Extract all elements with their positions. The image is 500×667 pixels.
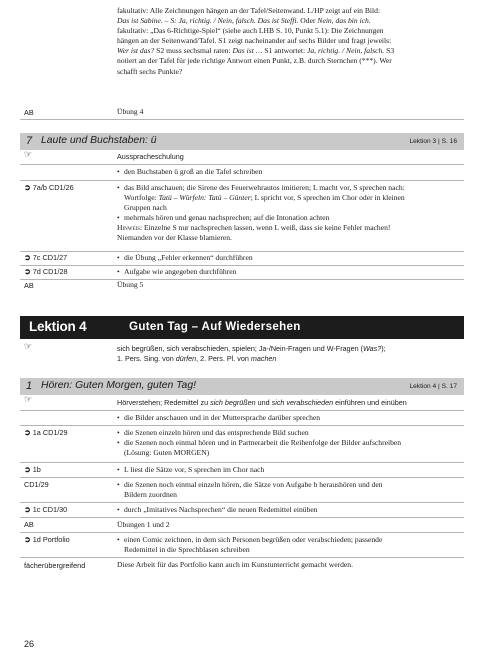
bullet-item: • die Szenen noch einmal hören und in Partnerarbeit die Reihenfolge der Bilder aufschreiben <box>117 438 461 448</box>
arrow-icon: ➲ <box>24 428 31 437</box>
objective-row <box>20 395 464 411</box>
objective-text: Hörverstehen; Redemittel zu sich begrüßen und sich verabschieden einführen und einüben <box>117 398 407 407</box>
row-label: ➲ 1b <box>24 465 41 474</box>
objective-row <box>20 150 464 165</box>
row-label: ➲ 7a/b CD1/26 <box>24 183 74 192</box>
row-label: ➲ 1d Portfolio <box>24 535 70 544</box>
row-label: CD1/29 <box>24 480 49 489</box>
instruction-content <box>117 413 461 423</box>
instruction-content <box>117 505 461 515</box>
bullet-continuation: Bildern zuordnen <box>124 490 177 499</box>
instruction-row <box>20 251 464 266</box>
bullet-item: • mehrmals hören und genau nachsprechen; auf die Intonation achten <box>117 213 461 223</box>
instruction-content <box>117 253 461 263</box>
bullet-item: • L liest die Sätze vor, S sprechen im Chor nach <box>117 465 461 475</box>
workbook-row <box>20 106 464 120</box>
arrow-icon: ➲ <box>24 505 31 514</box>
row-label: AB <box>24 108 34 117</box>
section-reference: Lektion 3 | S. 16 <box>409 138 457 145</box>
hand-pointer-icon: ☞ <box>24 342 33 352</box>
hint-line: Niemanden vor der Klasse blamieren. <box>117 233 232 242</box>
bullet-item: • durch „Imitatives Nachsprechen“ die neuen Redemittel einüben <box>117 505 461 515</box>
bullet-item: • das Bild anschauen; die Sirene des Feuerwehrautos imitieren; L macht vor, S sprechen nach: <box>117 183 461 193</box>
instruction-row <box>20 462 464 478</box>
bullet-continuation: Wortfolge: Tatü – Würfeln: Tatü – Günter; L spricht vor, S sprechen im Chor oder in kleinen <box>124 193 405 202</box>
instruction-content <box>117 480 461 500</box>
instruction-row <box>20 164 464 181</box>
intro-line: Wer ist das? S2 muss sechsmal raten: Das ist … S1 antwortet: Ja, richtig. / Nein, falsch. S3 <box>117 46 395 56</box>
section-reference: Lektion 4 | S. 17 <box>409 383 457 390</box>
arrow-icon: ➲ <box>24 535 31 544</box>
row-label: AB <box>24 520 34 529</box>
bullet-continuation: Gruppen nach <box>124 203 167 212</box>
instruction-content <box>117 167 461 177</box>
section-1-header <box>20 378 464 395</box>
bullet-continuation: (Lösung: Guten MORGEN) <box>124 448 210 457</box>
instruction-row <box>20 425 464 463</box>
bullet-item: • den Buchstaben ü groß an die Tafel schreiben <box>117 167 461 177</box>
row-label: ➲ 1c CD1/30 <box>24 505 68 514</box>
row-text: Übung 4 <box>117 107 144 116</box>
row-label: ➲ 1a CD1/29 <box>24 428 68 437</box>
lesson-header <box>20 316 464 339</box>
hand-pointer-icon: ☞ <box>24 395 33 405</box>
intro-paragraph <box>117 6 457 77</box>
arrow-icon: ➲ <box>24 465 31 474</box>
objective-text: sich begrüßen, sich verabschieden, spielen; Ja-/Nein-Fragen und W-Fragen (Was?); 1. Pers. Sing. von dürfen, 2. Pers. Pl. von machen <box>117 344 386 363</box>
row-text: Diese Arbeit für das Portfolio kann auch im Kunstunterricht gemacht werden. <box>117 560 353 569</box>
instruction-content <box>117 465 461 475</box>
row-label: ➲ 7c CD1/27 <box>24 253 68 262</box>
bullet-item: • die Bilder anschauen und in der Muttersprache darüber sprechen <box>117 413 461 423</box>
section-title: Laute und Buchstaben: ü <box>41 135 157 146</box>
instruction-content <box>117 183 461 243</box>
objective-text: Ausspracheschulung <box>117 152 184 161</box>
instruction-row <box>20 265 464 280</box>
instruction-row <box>20 532 464 558</box>
instruction-content <box>117 267 461 277</box>
row-label: fächerübergreifend <box>24 561 86 570</box>
workbook-row <box>20 517 464 533</box>
lesson-title: Guten Tag – Auf Wiedersehen <box>129 320 301 333</box>
page-number: 26 <box>24 639 35 649</box>
lesson-objectives <box>20 342 464 366</box>
row-label: AB <box>24 281 34 290</box>
section-7-header <box>20 133 464 150</box>
arrow-icon: ➲ <box>24 253 31 262</box>
arrow-icon: ➲ <box>24 183 31 192</box>
instruction-content <box>117 535 461 555</box>
bullet-item: • die Übung „Fehler erkennen“ durchführen <box>117 253 461 263</box>
hint-line: Hinweis: Einzelne S nur nachsprechen lassen, wenn L weiß, dass sie keine Fehler machen! <box>117 223 391 232</box>
lesson-label: Lektion 4 <box>29 319 87 334</box>
arrow-icon: ➲ <box>24 267 31 276</box>
instruction-content <box>117 428 461 458</box>
instruction-row <box>20 410 464 426</box>
intro-line: notiert an der Tafel für jede richtige Antwort einen Punkt, z.B. durch Sternchen (***). Wer <box>117 56 392 66</box>
cross-curricular-row <box>20 557 464 572</box>
bullet-continuation: Redemittel in die Sprechblasen schreiben <box>124 545 250 554</box>
intro-line: Das ist Sabine. – S: Ja, richtig. / Nein, falsch. Das ist Steffi. Oder Nein, das bin ich. <box>117 16 371 26</box>
row-text: Übungen 1 und 2 <box>117 520 170 529</box>
bullet-item: • die Szenen noch einmal einzeln hören, die Sätze von Aufgabe b heraushören und den <box>117 480 461 490</box>
intro-line: schafft sechs Punkte? <box>117 66 183 76</box>
instruction-row <box>20 180 464 252</box>
bullet-item: • die Szenen einzeln hören und das entsprechende Bild suchen <box>117 428 461 438</box>
row-label: ➲ 7d CD1/28 <box>24 267 68 276</box>
row-text: Übung 5 <box>117 280 144 289</box>
bullet-item: • Aufgabe wie angegeben durchführen <box>117 267 461 277</box>
hand-pointer-icon: ☞ <box>24 150 33 160</box>
section-title: Hören: Guten Morgen, guten Tag! <box>41 380 196 391</box>
intro-line: fakultativ: Alle Zeichnungen hängen an der Tafel/Seitenwand. L/HP zeigt auf ein Bild: <box>117 6 381 15</box>
intro-line: fakultativ: „Das 6-Richtige-Spiel“ (siehe auch LHB S. 10, Punkt 5.1): Die Zeichnungen <box>117 26 384 36</box>
section-number: 7 <box>26 135 33 147</box>
section-number: 1 <box>26 380 33 392</box>
bullet-item: • einen Comic zeichnen, in dem sich Personen begrüßen oder verabschieden; passende <box>117 535 461 545</box>
instruction-row <box>20 477 464 503</box>
intro-line: hängen an der Seitenwand/Tafel. S1 zeigt nacheinander auf sechs Bilder und fragt jeweils: <box>117 36 392 46</box>
workbook-row <box>20 279 464 293</box>
instruction-row <box>20 502 464 518</box>
